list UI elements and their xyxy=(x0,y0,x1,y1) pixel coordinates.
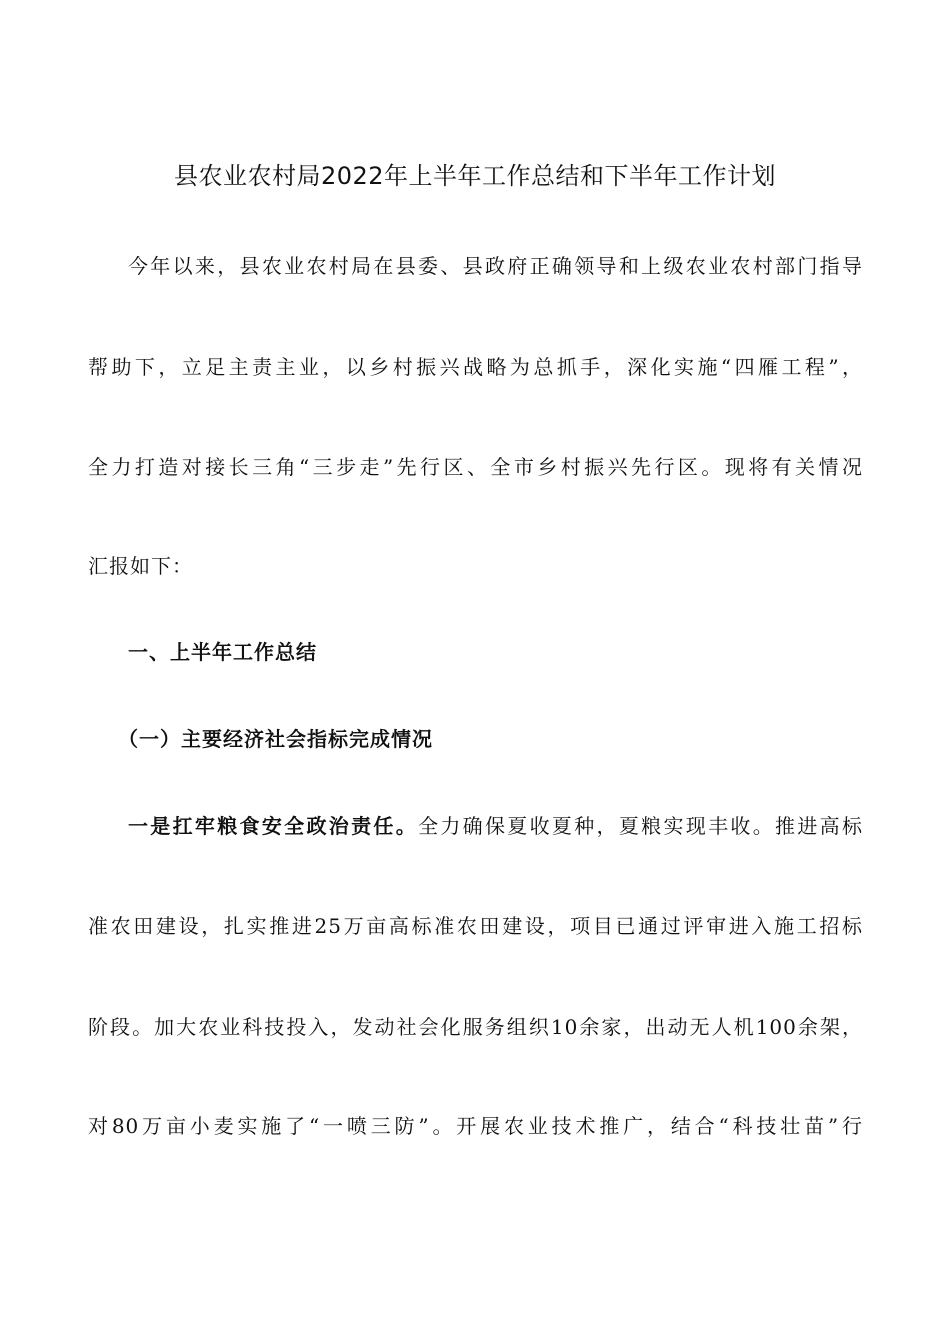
item-1-lead: 一是扛牢粮食安全政治责任。 xyxy=(128,814,419,838)
item-1-first-line-rest: 全力确保夏收夏种，夏粮实现丰收。推进高标 xyxy=(418,814,863,838)
item-1-line-3: 阶段。加大农业科技投入，发动社会化服务组织10余家，出动无人机100余架， xyxy=(88,1015,863,1039)
item-1-first-line xyxy=(88,811,863,841)
intro-line-1: 今年以来，县农业农村局在县委、县政府正确领导和上级农业农村部门指导 xyxy=(128,254,863,278)
intro-line-4: 汇报如下： xyxy=(88,554,193,578)
document-title: 县农业农村局2022年上半年工作总结和下半年工作计划 xyxy=(173,162,777,190)
intro-line-3: 全力打造对接长三角“三步走”先行区、全市乡村振兴先行区。现将有关情况 xyxy=(88,455,863,479)
item-1-line-4: 对80万亩小麦实施了“一喷三防”。开展农业技术推广，结合“科技壮苗”行 xyxy=(88,1114,863,1138)
subsection-heading: （一）主要经济社会指标完成情况 xyxy=(118,727,433,751)
item-1-line-2: 准农田建设，扎实推进25万亩高标准农田建设，项目已通过评审进入施工招标 xyxy=(88,914,863,938)
intro-line-2: 帮助下，立足主责主业，以乡村振兴战略为总抓手，深化实施“四雁工程”， xyxy=(88,355,863,379)
section-heading: 一、上半年工作总结 xyxy=(128,640,317,664)
